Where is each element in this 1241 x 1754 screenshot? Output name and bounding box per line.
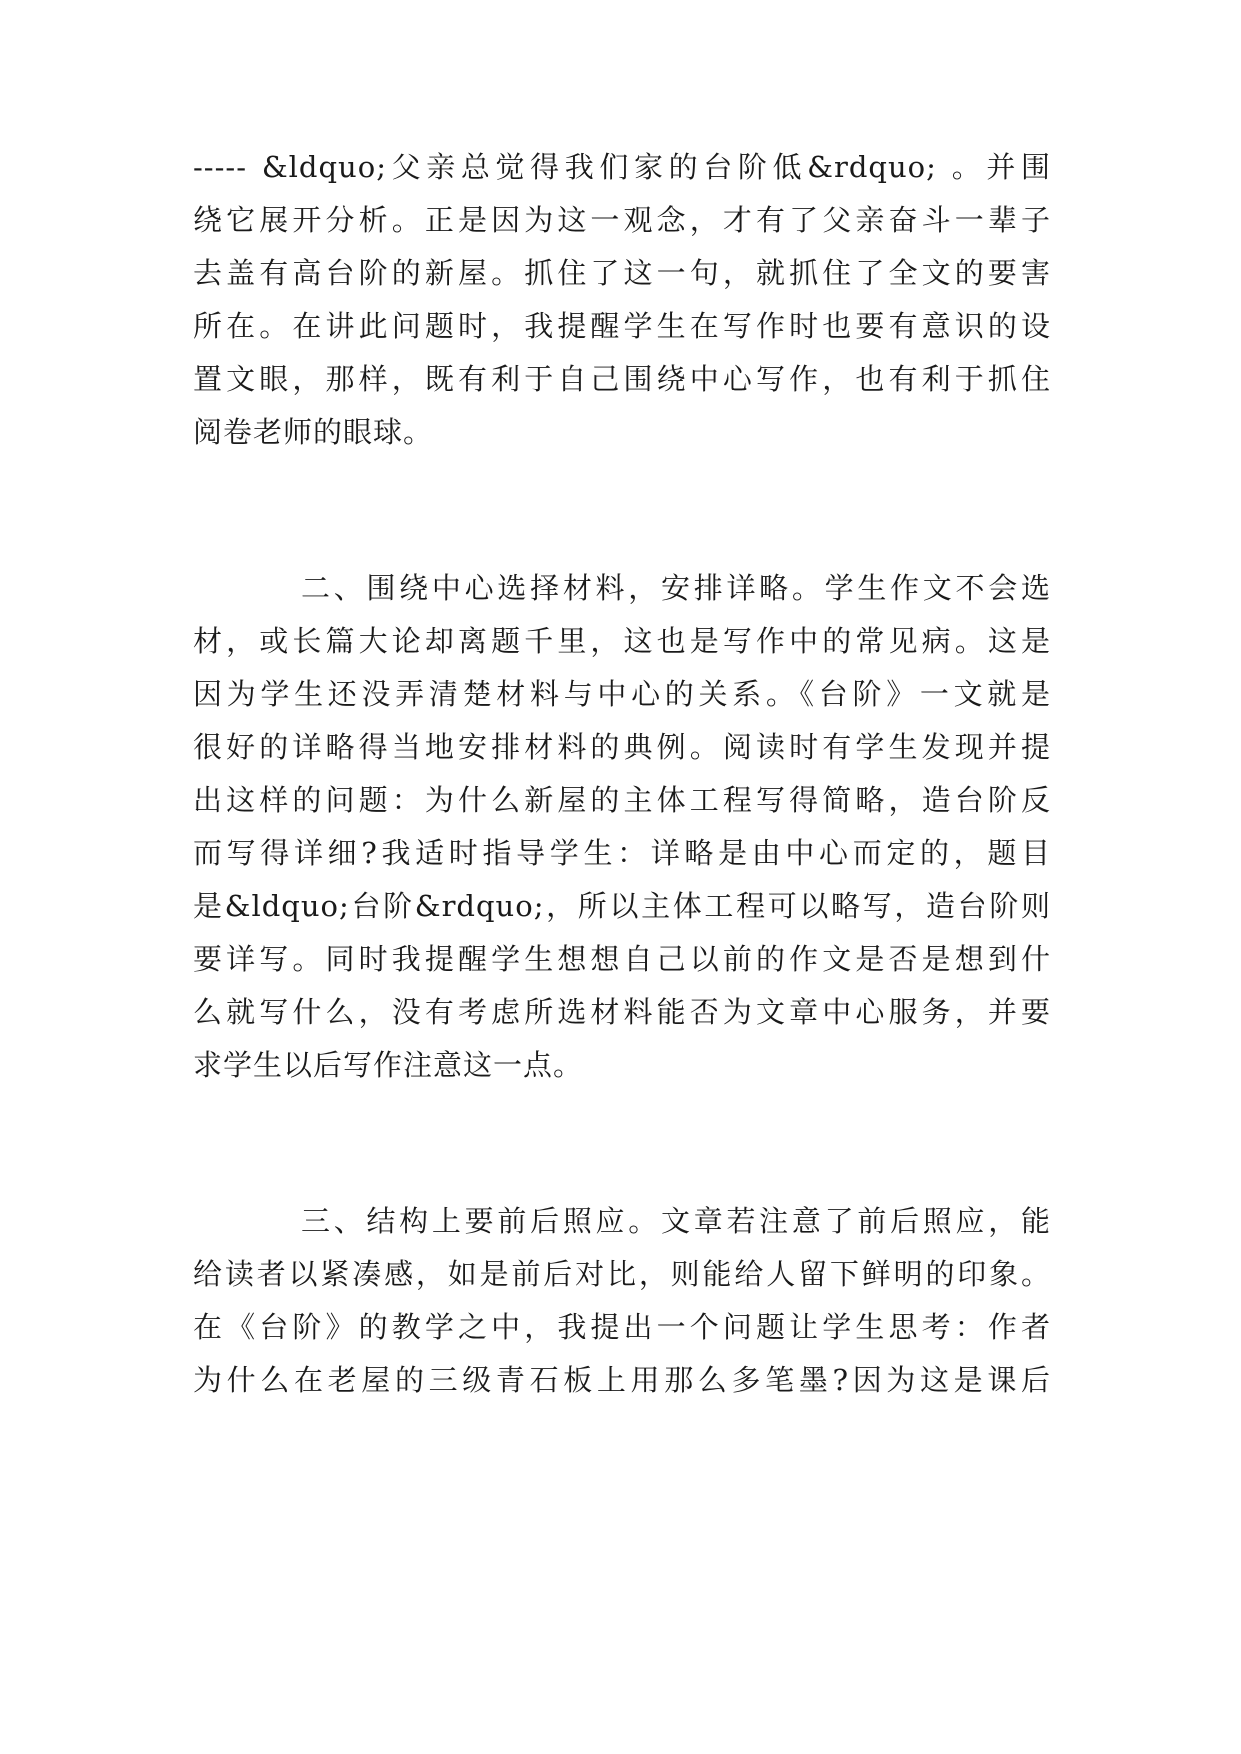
paragraph-1-line-5: 置文眼，那样，既有利于自己围绕中心写作，也有利于抓住	[193, 362, 1051, 396]
paragraph-3-line-2: 给读者以紧凑感，如是前后对比，则能给人留下鲜明的印象。	[193, 1257, 1051, 1291]
paragraph-1-line-6: 阅卷老师的眼球。	[193, 415, 434, 449]
paragraph-2-line-2: 材，或长篇大论却离题千里，这也是写作中的常见病。这是	[193, 624, 1051, 658]
paragraph-1-line-4: 所在。在讲此问题时，我提醒学生在写作时也要有意识的设	[193, 309, 1051, 343]
paragraph-2-line-10: 求学生以后写作注意这一点。	[193, 1048, 584, 1082]
paragraph-1-line-2: 绕它展开分析。正是因为这一观念，才有了父亲奋斗一辈子	[193, 203, 1051, 237]
paragraph-1-line-3: 去盖有高台阶的新屋。抓住了这一句，就抓住了全文的要害	[193, 256, 1051, 290]
paragraph-2-line-5: 出这样的问题：为什么新屋的主体工程写得简略，造台阶反	[193, 783, 1051, 817]
paragraph-2-line-4: 很好的详略得当地安排材料的典例。阅读时有学生发现并提	[193, 730, 1051, 764]
paragraph-2-line-1: 二、围绕中心选择材料，安排详略。学生作文不会选	[301, 571, 1051, 605]
paragraph-3-line-3: 在《台阶》的教学之中，我提出一个问题让学生思考：作者	[193, 1310, 1051, 1344]
paragraph-2-line-7: 是&ldquo;台阶&rdquo;，所以主体工程可以略写，造台阶则	[193, 889, 1051, 923]
paragraph-3-line-1: 三、结构上要前后照应。文章若注意了前后照应，能	[301, 1204, 1051, 1238]
paragraph-1-line-1: ----- &ldquo;父亲总觉得我们家的台阶低&rdquo; 。并围	[193, 150, 1051, 184]
paragraph-2-line-9: 么就写什么，没有考虑所选材料能否为文章中心服务，并要	[193, 995, 1051, 1029]
paragraph-2-line-8: 要详写。同时我提醒学生想想自己以前的作文是否是想到什	[193, 942, 1051, 976]
paragraph-2-line-6: 而写得详细?我适时指导学生：详略是由中心而定的，题目	[193, 836, 1051, 870]
paragraph-2-line-3: 因为学生还没弄清楚材料与中心的关系。《台阶》一文就是	[193, 677, 1051, 711]
paragraph-3-line-4: 为什么在老屋的三级青石板上用那么多笔墨?因为这是课后	[193, 1363, 1051, 1397]
